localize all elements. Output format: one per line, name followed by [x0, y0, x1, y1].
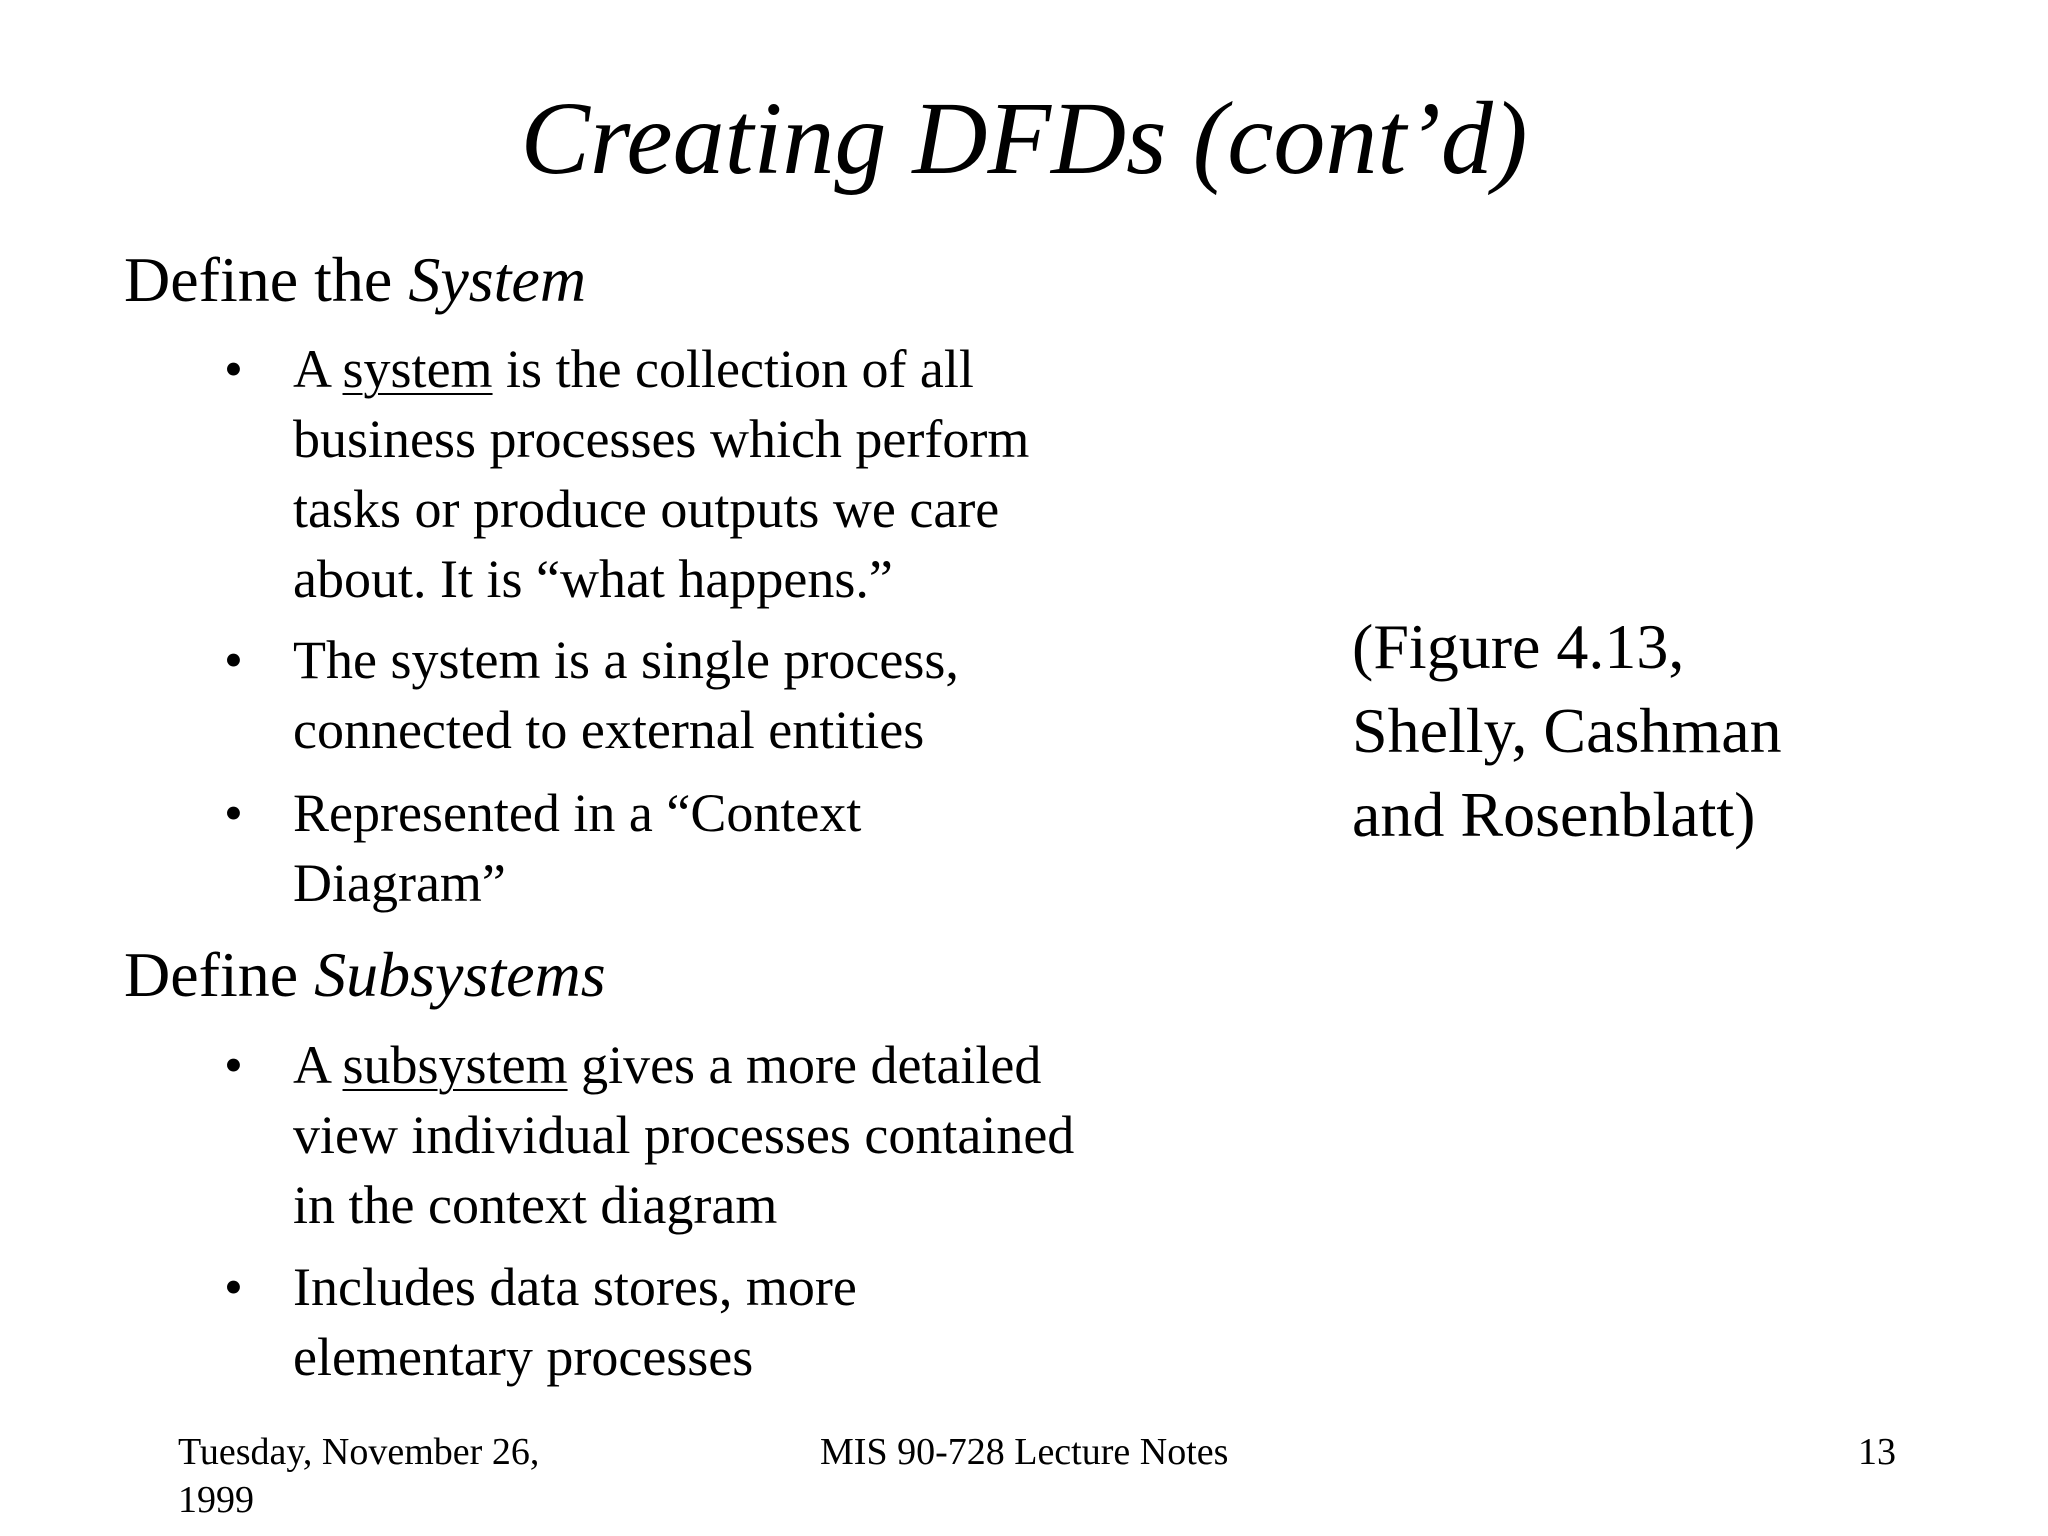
figure-reference: (Figure 4.13, Shelly, Cashman and Rosenblatt): [1352, 611, 1782, 850]
term-system: system: [342, 339, 493, 399]
bullet-icon: •: [224, 783, 243, 843]
footer-course: MIS 90-728 Lecture Notes: [820, 1431, 1229, 1473]
bullet-rest: gives a more detailed view individual processes contained in the context diagram: [293, 1035, 1075, 1235]
bullet-icon: •: [224, 1257, 243, 1317]
footer-page-number: 13: [1858, 1431, 1896, 1473]
bullet-pre: A: [293, 339, 343, 399]
slide-title: Creating DFDs (cont’d): [520, 81, 1528, 196]
bullet-icon: •: [224, 339, 243, 399]
heading-prefix: Define: [124, 939, 315, 1010]
bullet-single-process: The system is a single process, connected to external entities: [293, 630, 959, 760]
bullet-pre: A: [293, 1035, 343, 1095]
bullet-system-definition: [293, 334, 1143, 614]
term-subsystem: subsystem: [342, 1035, 568, 1095]
bullet-icon: •: [224, 1035, 243, 1095]
bullet-icon: •: [224, 630, 243, 690]
bullet-subsystem-definition: [293, 1030, 1113, 1240]
footer-date: Tuesday, November 26, 1999: [178, 1431, 540, 1521]
heading-prefix: Define the: [124, 244, 409, 315]
bullet-context-diagram: Represented in a “Context Diagram”: [293, 783, 862, 913]
heading-emphasis: Subsystems: [314, 939, 606, 1010]
bullet-data-stores: Includes data stores, more elementary processes: [293, 1257, 857, 1387]
section-heading-subsystems: [124, 940, 606, 1010]
heading-emphasis: System: [408, 244, 587, 315]
section-heading-system: [124, 245, 586, 315]
bullet-rest: is the collection of all business processes which perform tasks or produce outputs we care about. It is “what happens.”: [293, 339, 1030, 609]
